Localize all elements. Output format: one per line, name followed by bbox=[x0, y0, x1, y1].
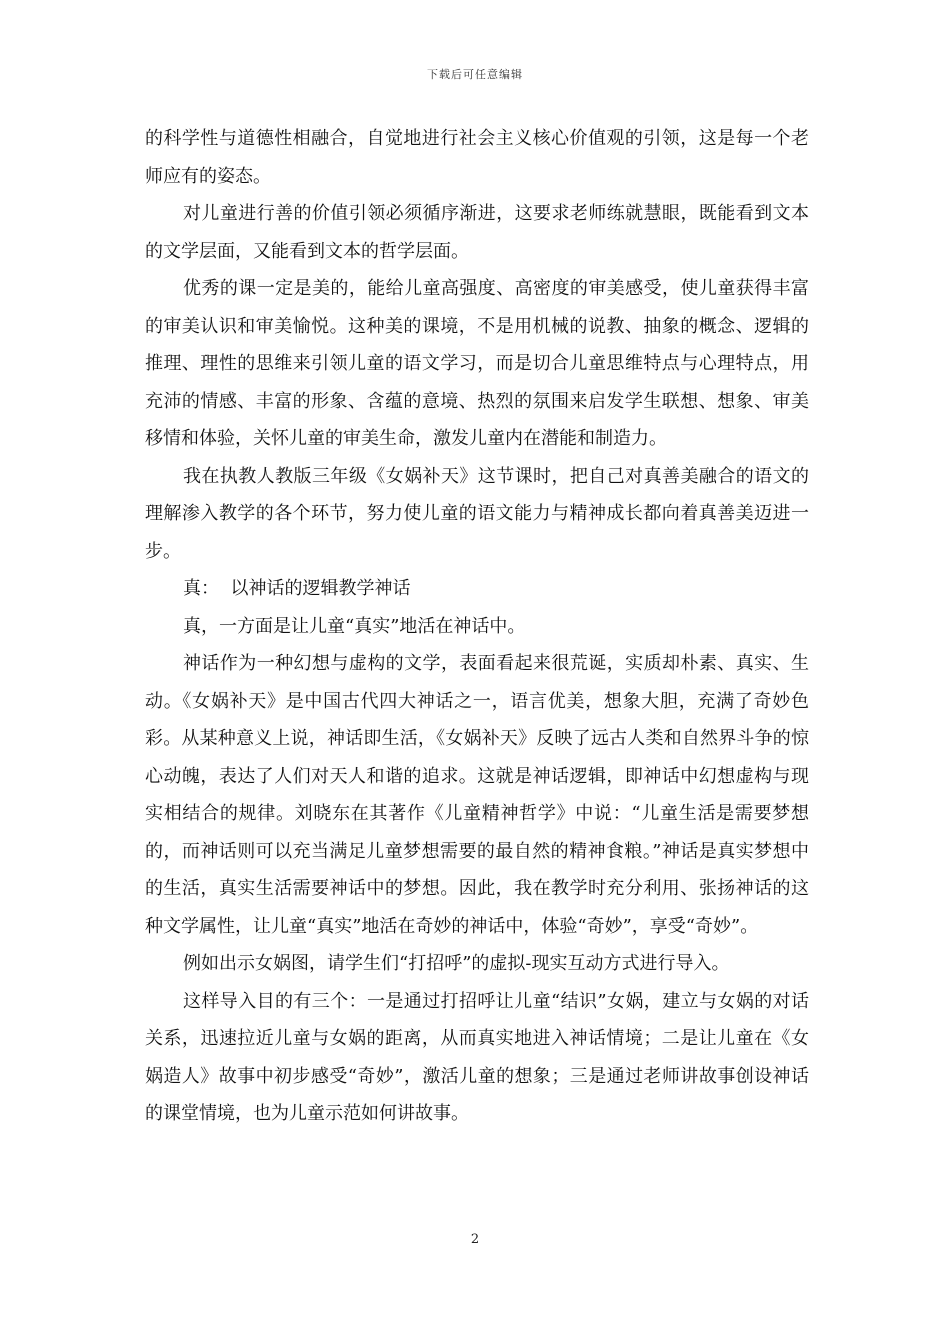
page-number: 2 bbox=[470, 1232, 480, 1247]
paragraph: 优秀的课一定是美的，能给儿童高强度、高密度的审美感受，使儿童获得丰富的审美认识和审美愉悦。这种美的课境，不是用机械的说教、抽象的概念、逻辑的推理、理性的思维来引领儿童的语文学习，而是切合儿童思维特点与心理特点，用充沛的情感、丰富的形象、含蕴的意境、热烈的氛围来启发学生联想、想象、审美移情和体验，关怀儿童的审美生命，激发儿童内在潜能和制造力。 bbox=[145, 278, 809, 449]
paragraph: 对儿童进行善的价值引领必须循序渐进，这要求老师练就慧眼，既能看到文本的文学层面，又能看到文本的哲学层面。 bbox=[145, 203, 809, 262]
paragraph: 例如出示女娲图，请学生们“打招呼”的虚拟-现实互动方式进行导入。 bbox=[183, 953, 730, 974]
paragraph: 真，一方面是让儿童“真实”地活在神话中。 bbox=[183, 615, 526, 637]
page-header: 下载后可任意编辑 bbox=[427, 68, 523, 81]
paragraph: 这样导入目的有三个：一是通过打招呼让儿童“结识”女娲，建立与女娲的对话关系，迅速拉近儿童与女娲的距离，从而真实地进入神话情境；二是让儿童在《女娲造人》故事中初步感受“奇妙”，激活儿童的想象；三是通过老师讲故事创设神话的课堂情境，也为儿童示范如何讲故事。 bbox=[145, 990, 809, 1124]
paragraph: 神话作为一种幻想与虚构的文学，表面看起来很荒诞，实质却朴素、真实、生动。《女娲补天》是中国古代四大神话之一，语言优美，想象大胆，充满了奇妙色彩。从某种意义上说，神话即生活，《女娲补天》反映了远古人类和自然界斗争的惊心动魄，表达了人们对天人和谐的追求。这就是神话逻辑，即神话中幻想虚构与现实相结合的规律。刘晓东在其著作《儿童精神哲学》中说：“儿童生活是需要梦想的，而神话则可以充当满足儿童梦想需要的最自然的精神食粮。”神话是真实梦想中的生活，真实生活需要神话中的梦想。因此，我在教学时充分利用、张扬神话的这种文学属性，让儿童“真实”地活在奇妙的神话中，体验“奇妙”，享受“奇妙”。 bbox=[145, 653, 809, 937]
paragraph-continued: 的科学性与道德性相融合，自觉地进行社会主义核心价值观的引领，这是每一个老师应有的姿态。 bbox=[145, 128, 809, 187]
paragraph: 我在执教人教版三年级《女娲补天》这节课时，把自己对真善美融合的语文的理解渗入教学的各个环节，努力使儿童的语文能力与精神成长都向着真善美迈进一步。 bbox=[145, 465, 809, 562]
section-heading: 真： 以神话的逻辑教学神话 bbox=[183, 578, 411, 599]
body-text bbox=[145, 120, 809, 1133]
